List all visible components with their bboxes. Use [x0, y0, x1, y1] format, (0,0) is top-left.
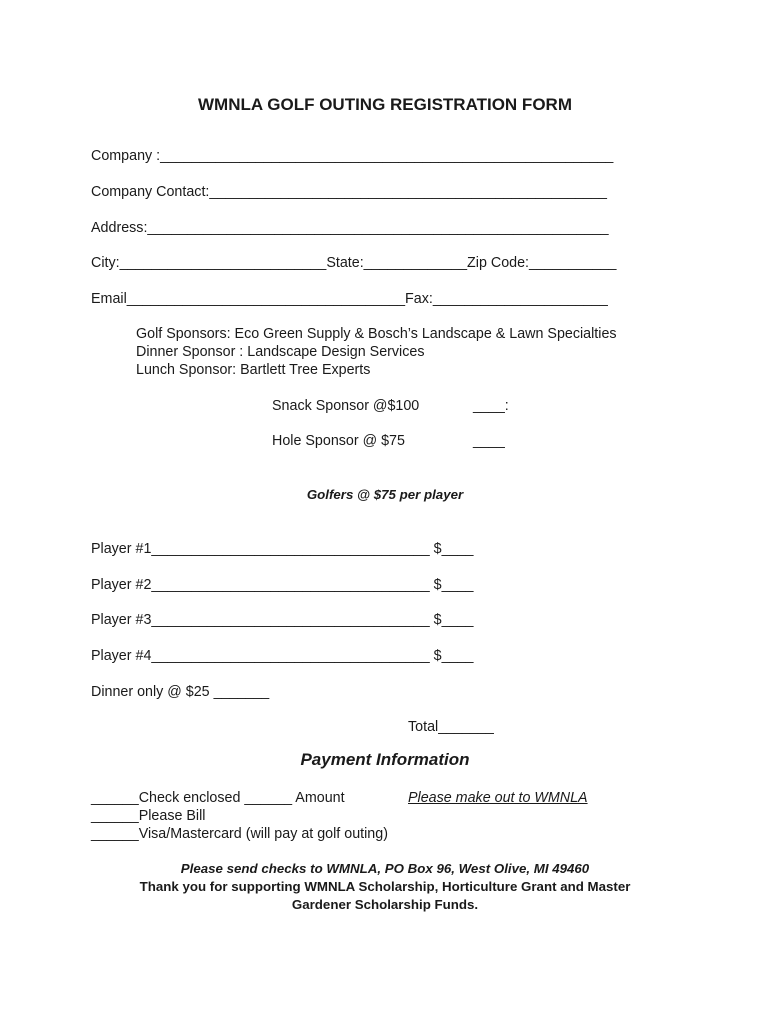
city-state-zip-field[interactable]: City:__________________________State:_____________Zip Code:___________: [91, 255, 617, 271]
payment-heading: Payment Information: [300, 750, 470, 769]
lunch-sponsor: Lunch Sponsor: Bartlett Tree Experts: [136, 362, 371, 378]
total-field[interactable]: Total_______: [408, 719, 494, 735]
company-contact-field[interactable]: Company Contact:__________________________________________________: [91, 184, 607, 200]
company-field[interactable]: Company :_________________________________________________________: [91, 148, 614, 164]
hole-sponsor-label: Hole Sponsor @ $75: [272, 433, 405, 449]
snack-sponsor-label: Snack Sponsor @$100: [272, 398, 420, 414]
hole-sponsor-blank[interactable]: ____: [473, 433, 505, 449]
player-4-field[interactable]: Player #4___________________________________ $____: [91, 648, 474, 664]
player-1-field[interactable]: Player #1___________________________________ $____: [91, 541, 474, 557]
thanks-line-1: Thank you for supporting WMNLA Scholarship, Horticulture Grant and Master: [139, 879, 631, 894]
golfers-heading: Golfers @ $75 per player: [306, 487, 464, 502]
email-fax-field[interactable]: Email___________________________________Fax:______________________: [91, 291, 608, 307]
thanks-line-2: Gardener Scholarship Funds.: [291, 897, 479, 912]
dinner-sponsor: Dinner Sponsor : Landscape Design Services: [136, 344, 425, 360]
player-2-field[interactable]: Player #2___________________________________ $____: [91, 577, 474, 593]
make-out-note: Please make out to WMNLA: [408, 790, 588, 806]
snack-sponsor-blank[interactable]: ____:: [473, 398, 509, 414]
please-bill-option[interactable]: ______Please Bill: [91, 808, 206, 824]
check-enclosed-option[interactable]: ______Check enclosed ______ Amount: [91, 790, 345, 806]
visa-mastercard-option[interactable]: ______Visa/Mastercard (will pay at golf outing): [91, 826, 388, 842]
player-3-field[interactable]: Player #3___________________________________ $____: [91, 612, 474, 628]
golf-sponsors: Golf Sponsors: Eco Green Supply & Bosch’s Landscape & Lawn Specialties: [136, 326, 617, 342]
dinner-only-field[interactable]: Dinner only @ $25 _______: [91, 684, 270, 700]
send-checks-note: Please send checks to WMNLA, PO Box 96, West Olive, MI 49460: [180, 861, 590, 876]
address-field[interactable]: Address:__________________________________________________________: [91, 220, 609, 236]
form-title: WMNLA GOLF OUTING REGISTRATION FORM: [198, 95, 572, 114]
